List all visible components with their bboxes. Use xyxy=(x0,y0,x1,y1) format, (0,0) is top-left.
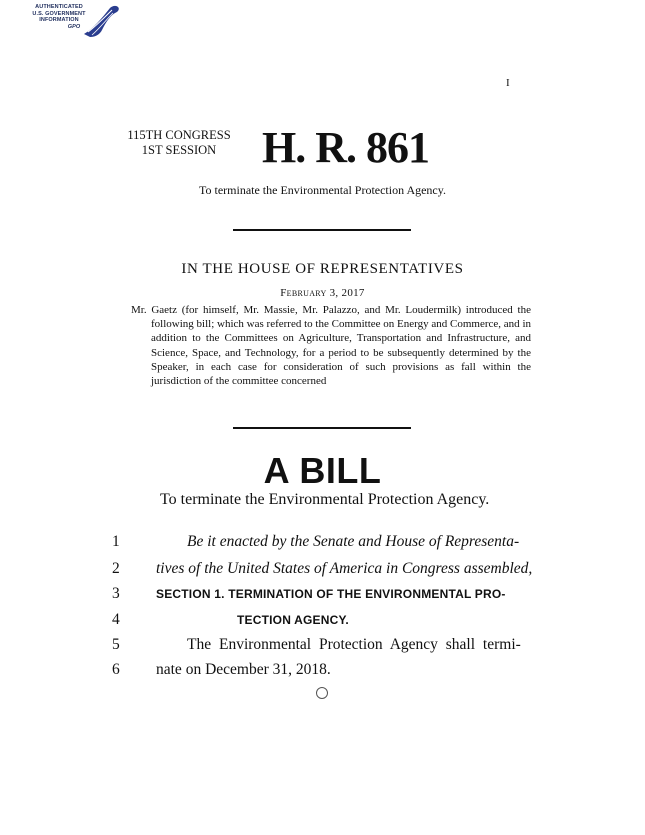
line-number: 2 xyxy=(112,560,120,577)
line-number: 4 xyxy=(112,611,120,628)
house-heading: IN THE HOUSE OF REPRESENTATIVES xyxy=(181,261,464,277)
introduction-paragraph: Mr. Gaetz (for himself, Mr. Massie, Mr. Palazzo, and Mr. Loudermilk) introduced the following bill; which was referred to the Committee on Energy and Commerce, and in addition to the Committees on Agriculture, Transportation and Infrastructure, and Science, Space, and Technology, for a period to be subsequently determined by the Speaker, in each case for consideration of such provisions as fall within the jurisdiction of the committee concerned xyxy=(131,304,531,388)
end-of-bill-mark xyxy=(316,687,328,699)
short-title: To terminate the Environmental Protection Agency. xyxy=(199,183,446,197)
line-number: 1 xyxy=(112,533,120,550)
page-number: I xyxy=(506,77,510,89)
enacting-clause: Be it enacted by the Senate and House of Representa- xyxy=(187,533,520,550)
bill-line xyxy=(0,533,645,555)
session-number: 1ST SESSION xyxy=(141,143,217,157)
congress-number: 115TH CONGRESS xyxy=(127,128,231,142)
congress-session-block xyxy=(118,128,240,158)
section-text: The Environmental Protection Agency shall termi- xyxy=(187,636,521,653)
divider xyxy=(233,229,411,231)
bill-line xyxy=(0,560,645,582)
section-heading-continued: TECTION AGENCY. xyxy=(237,613,349,627)
bill-line xyxy=(0,611,645,633)
gpo-logo-line: U.S. GOVERNMENT xyxy=(32,10,86,17)
line-number: 3 xyxy=(112,585,120,602)
section-heading: SECTION 1. TERMINATION OF THE ENVIRONMENTAL PRO- xyxy=(156,587,506,601)
gpo-logo-line: INFORMATION xyxy=(39,17,79,23)
introduction-date: February 3, 2017 xyxy=(280,287,365,299)
long-title: To terminate the Environmental Protection Agency. xyxy=(160,491,490,508)
enacting-clause-continued: tives of the United States of America in Congress assembled, xyxy=(156,560,533,577)
line-number: 5 xyxy=(112,636,120,653)
section-text-continued: nate on December 31, 2018. xyxy=(156,661,331,678)
bill-line xyxy=(0,661,645,683)
gpo-logo-line: AUTHENTICATED xyxy=(35,4,83,10)
gpo-authentication-logo xyxy=(26,4,126,44)
bill-number: H. R. 861 xyxy=(262,123,429,172)
bill-line xyxy=(0,636,645,658)
bill-line xyxy=(0,585,645,607)
divider xyxy=(233,427,411,429)
gpo-logo-line: GPO xyxy=(67,23,81,30)
line-number: 6 xyxy=(112,661,120,678)
a-bill-heading: A BILL xyxy=(263,450,382,491)
eagle-icon xyxy=(80,4,124,40)
